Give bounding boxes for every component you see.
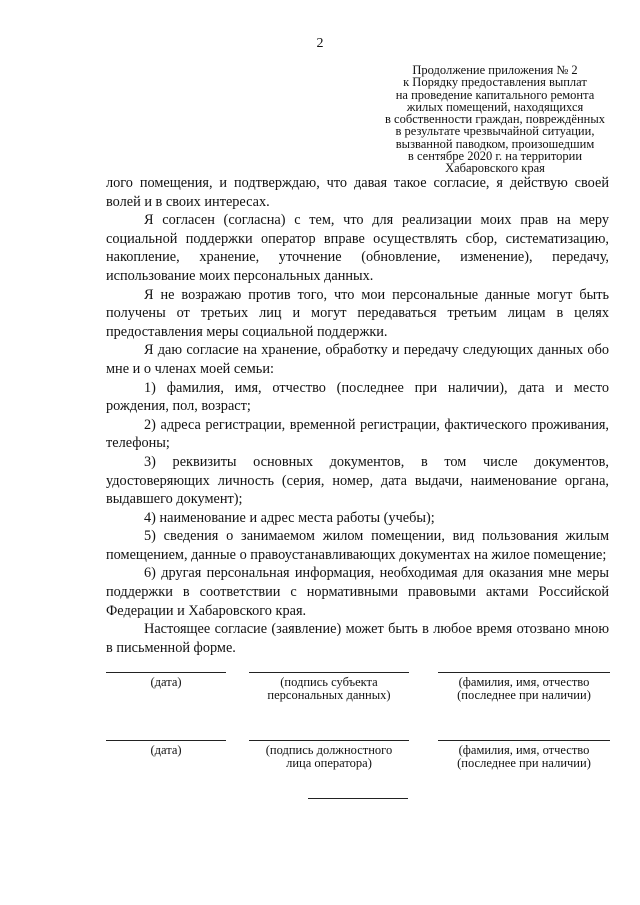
signature-caption: (подпись субъекта xyxy=(280,675,378,689)
list-item: 6) другая персональная информация, необходимая для оказания мне меры поддержки в соответствии с нормативными правовыми актами Российской Федерации и Хабаровского края. xyxy=(106,565,609,619)
name-field xyxy=(438,672,610,701)
date-field xyxy=(106,672,226,689)
paragraph: Я даю согласие на хранение, обработку и передачу следующих данных обо мне и о членах моей семьи: xyxy=(106,342,609,377)
paragraph: лого помещения, и подтверждаю, что давая такое согласие, я действую своей волей и в своих интересах. xyxy=(106,175,609,210)
name-caption: (фамилия, имя, отчество xyxy=(458,675,590,689)
list-item: 5) сведения о занимаемом жилом помещении, вид пользования жилым помещением, данные о правоустанавливающих документах на жилое помещение; xyxy=(106,528,609,563)
signature-caption: персональных данных) xyxy=(267,687,391,702)
date-caption: (дата) xyxy=(150,675,182,689)
list-item: 3) реквизиты основных документов, в том числе документов, удостоверяющих личность (серия, номер, дата выдачи, наименование органа, выдавшего документ); xyxy=(106,453,609,508)
signature-caption: (подпись должностного xyxy=(265,743,393,757)
header-line: Хабаровского края xyxy=(445,161,545,176)
header-line: в сентябре 2020 г. на территории xyxy=(407,149,583,164)
name-caption: (фамилия, имя, отчество xyxy=(458,743,590,757)
paragraph: Я не возражаю против того, что мои персональные данные могут быть получены от третьих лиц и могут передаваться третьим лицам в целях предоставления меры социальной поддержки. xyxy=(106,286,609,340)
date-caption: (дата) xyxy=(150,743,182,757)
appendix-header xyxy=(370,64,620,175)
header-line: в собственности граждан, повреждённых xyxy=(385,112,605,127)
header-line: Продолжение приложения № 2 xyxy=(412,63,578,77)
paragraph: Я согласен (согласна) с тем, что для реализации моих прав на меру социальной поддержки оператор вправе осуществлять сбор, систематизацию, накопление, хранение, уточнение (обновление, изменение), передачу, использование моих персональных данных. xyxy=(106,212,609,284)
name-field xyxy=(438,740,610,769)
signature-caption: лица оператора) xyxy=(286,755,372,770)
list-item: 4) наименование и адрес места работы (учебы); xyxy=(144,509,435,526)
signature-field xyxy=(249,672,409,701)
paragraph: Настоящее согласие (заявление) может быть в любое время отозвано мною в письменной форме. xyxy=(106,621,609,656)
header-line: в результате чрезвычайной ситуации, xyxy=(395,124,595,139)
list-item: 2) адреса регистрации, временной регистрации, фактического проживания, телефоны; xyxy=(106,416,609,452)
header-line: к Порядку предоставления выплат xyxy=(403,75,587,90)
name-caption: (последнее при наличии) xyxy=(457,687,591,702)
consent-text xyxy=(106,174,609,657)
date-field xyxy=(106,740,226,757)
header-line: вызванной паводком, произошедшим xyxy=(395,136,595,151)
name-caption: (последнее при наличии) xyxy=(457,755,591,770)
header-line: на проведение капитального ремонта xyxy=(395,87,595,102)
list-item: 1) фамилия, имя, отчество (последнее при наличии), дата и место рождения, пол, возраст; xyxy=(106,379,609,415)
signature-field xyxy=(249,740,409,769)
page-number: 2 xyxy=(316,36,324,51)
closing-divider xyxy=(308,798,408,799)
header-line: жилых помещений, находящихся xyxy=(406,99,584,114)
